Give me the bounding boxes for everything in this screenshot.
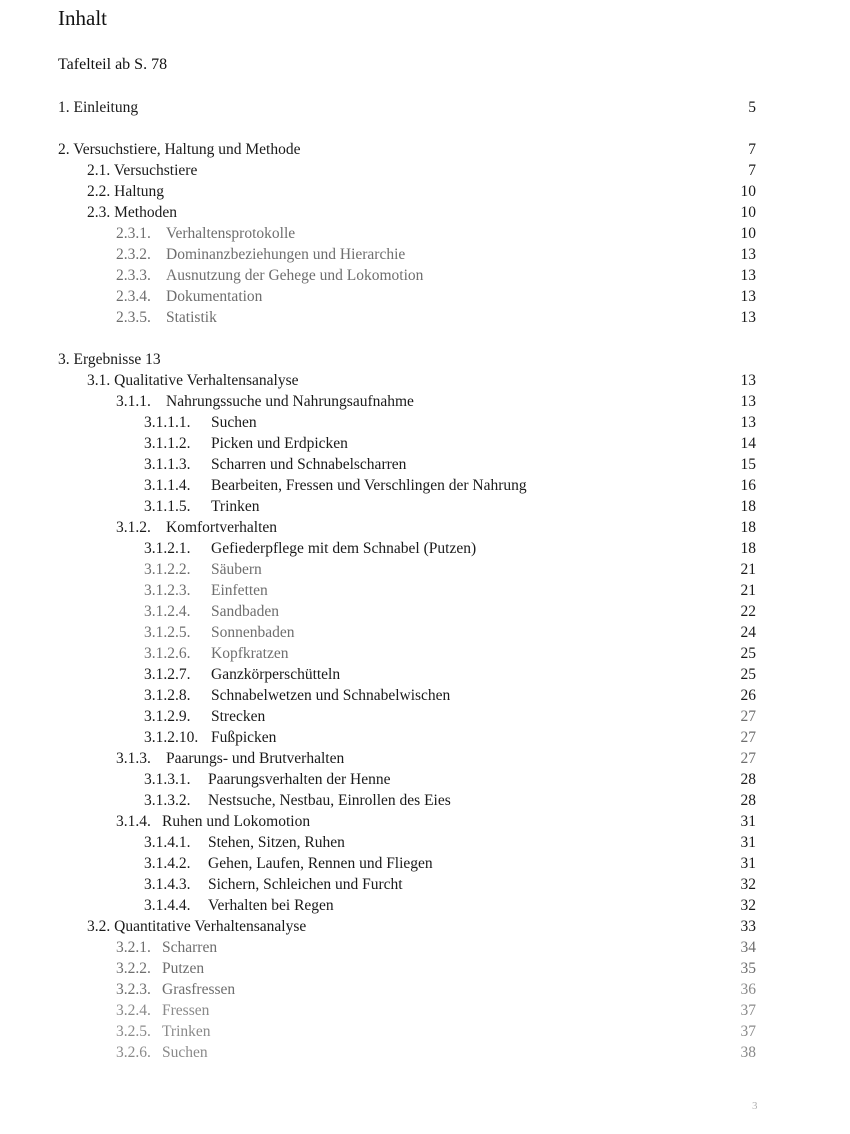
toc-page: 34 (740, 939, 756, 956)
toc-page: 13 (740, 414, 756, 431)
toc-page: 22 (740, 603, 756, 620)
toc-page: 18 (740, 519, 756, 536)
toc-page: 25 (740, 666, 756, 683)
toc-page: 13 (740, 267, 756, 284)
toc-page: 27 (740, 729, 756, 746)
toc-page: 27 (740, 750, 756, 767)
toc-page: 32 (740, 876, 756, 893)
toc-page: 10 (740, 225, 756, 242)
toc-page: 28 (740, 792, 756, 809)
toc-page: 32 (740, 897, 756, 914)
toc-page: 35 (740, 960, 756, 977)
toc-page: 31 (740, 834, 756, 851)
toc-page: 37 (740, 1002, 756, 1019)
page-title: Inhalt (58, 6, 107, 30)
toc-page: 37 (740, 1023, 756, 1040)
toc-page: 15 (740, 456, 756, 473)
toc-page: 25 (740, 645, 756, 662)
toc-page: 26 (740, 687, 756, 704)
toc-page: 5 (748, 99, 756, 116)
toc-page: 24 (740, 624, 756, 641)
toc-page: 28 (740, 771, 756, 788)
toc-page: 31 (740, 855, 756, 872)
toc-page: 13 (740, 309, 756, 326)
toc-page: 14 (740, 435, 756, 452)
toc-page: 7 (748, 141, 756, 158)
toc-page: 31 (740, 813, 756, 830)
toc-page: 36 (740, 981, 756, 998)
toc-page: 18 (740, 498, 756, 515)
toc-page: 16 (740, 477, 756, 494)
toc-page: 21 (740, 582, 756, 599)
toc-page: 33 (740, 918, 756, 935)
plates-note: Tafelteil ab S. 78 (58, 56, 168, 73)
toc-page: 13 (740, 372, 756, 389)
toc-page: 13 (740, 393, 756, 410)
toc-page: 38 (740, 1044, 756, 1061)
toc-page: 7 (748, 162, 756, 179)
toc-page: 21 (740, 561, 756, 578)
toc-page: 10 (740, 204, 756, 221)
toc-page: 13 (740, 288, 756, 305)
toc-page: 10 (740, 183, 756, 200)
page-number: 3 (752, 1100, 758, 1112)
toc-page: 27 (740, 708, 756, 725)
toc-page: 13 (740, 246, 756, 263)
toc-page: 18 (740, 540, 756, 557)
